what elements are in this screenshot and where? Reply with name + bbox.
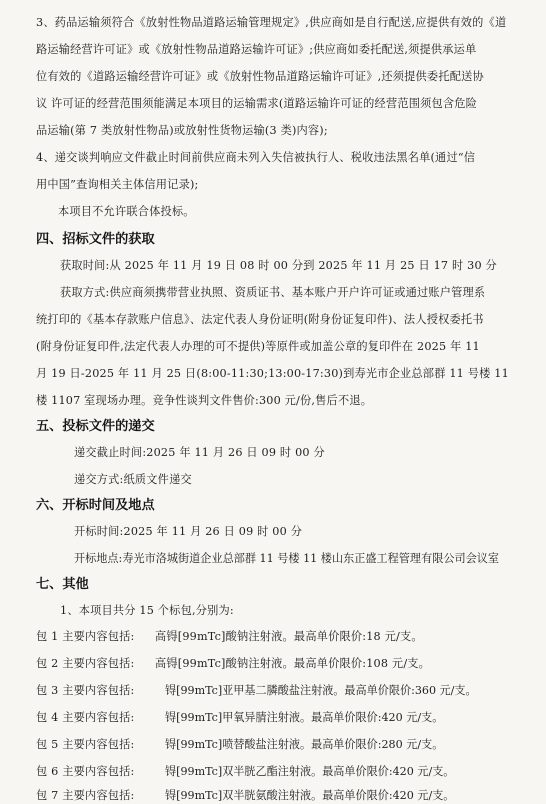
item3-line-4: 议 许可证的经营范围须能满足本项目的运输需求(道路运输许可证的经营范围须包含危险: [36, 97, 478, 110]
acquisition-time: 获取时间:从 2025 年 11 月 19 日 08 时 00 分到 2025 年 11 月 25 日 17 时 30 分: [60, 259, 497, 272]
package-label: 包 1 主要内容包括:: [36, 630, 135, 643]
submission-method: 递交方式:纸质文件递交: [74, 473, 192, 486]
consortium-note: 本项目不允许联合体投标。: [58, 205, 195, 218]
section5-heading: 五、投标文件的递交: [36, 419, 155, 434]
package-content: 高锝[99mTc]酸钠注射液。最高单价限价:18 元/支。: [155, 630, 423, 643]
acquisition-method-line-2: 统打印的《基本存款账户信息》、法定代表人身份证明(附身份证复印件)、法人授权委托书: [36, 313, 484, 326]
acquisition-method-line-1: 获取方式:供应商须携带营业执照、资质证书、基本账户开户许可证或通过账户管理系: [60, 286, 486, 299]
acquisition-method-line-4: 月 19 日-2025 年 11 月 25 日(8:00-11:30;13:00-17:30)到寿光市企业总部群 11 号楼 11: [36, 367, 509, 380]
package-label: 包 3 主要内容包括:: [36, 684, 135, 697]
package-content: 高锝[99mTc]酸钠注射液。最高单价限价:108 元/支。: [155, 657, 431, 670]
section7-heading: 七、其他: [36, 577, 89, 592]
package-content: 锝[99mTc]双半胱乙酯注射液。最高单价限价:420 元/支。: [165, 765, 455, 778]
item4-line-1: 4、递交谈判响应文件截止时间前供应商未列入失信被执行人、税收违法黑名单(通过“信: [36, 151, 476, 164]
package-intro: 1、本项目共分 15 个标包,分别为:: [60, 604, 234, 617]
package-content: 锝[99mTc]亚甲基二膦酸盐注射液。最高单价限价:360 元/支。: [165, 684, 477, 697]
package-content: 锝[99mTc]甲氧异腈注射液。最高单价限价:420 元/支。: [165, 711, 444, 724]
section6-heading: 六、开标时间及地点: [36, 498, 155, 513]
package-label: 包 6 主要内容包括:: [36, 765, 135, 778]
item4-line-2: 用中国”查询相关主体信用记录);: [36, 178, 199, 191]
section4-heading: 四、招标文件的获取: [36, 232, 155, 247]
item3-line-3: 位有效的《道路运输经营许可证》或《放射性物品道路运输许可证》,还须提供委托配送协: [36, 70, 484, 83]
acquisition-method-line-5: 楼 1107 室现场办理。竞争性谈判文件售价:300 元/份,售后不退。: [36, 394, 373, 407]
acquisition-method-line-3: (附身份证复印件,法定代表人办理的可不提供)等原件或加盖公章的复印件在 2025 年 11: [36, 340, 480, 353]
item3-line-2: 路运输经营许可证》或《放射性物品道路运输许可证》;供应商如委托配送,须提供承运单: [36, 43, 477, 56]
opening-time: 开标时间:2025 年 11 月 26 日 09 时 00 分: [74, 525, 303, 538]
submission-deadline: 递交截止时间:2025 年 11 月 26 日 09 时 00 分: [74, 446, 325, 459]
item3-line-5: 品运输(第 7 类放射性物品)或放射性货物运输(3 类)内容);: [36, 124, 328, 137]
package-label: 包 5 主要内容包括:: [36, 738, 135, 751]
package-label: 包 7 主要内容包括:: [36, 789, 135, 802]
item3-line-1: 3、药品运输须符合《放射性物品道路运输管理规定》,供应商如是自行配送,应提供有效的《道: [36, 16, 507, 29]
package-label: 包 2 主要内容包括:: [36, 657, 135, 670]
package-content: 锝[99mTc]喷替酸盐注射液。最高单价限价:280 元/支。: [165, 738, 444, 751]
opening-location: 开标地点:寿光市洛城街道企业总部群 11 号楼 11 楼山东正盛工程管理有限公司会议室: [74, 552, 500, 565]
package-content: 锝[99mTc]双半胱氨酸注射液。最高单价限价:420 元/支。: [165, 789, 455, 802]
package-label: 包 4 主要内容包括:: [36, 711, 135, 724]
